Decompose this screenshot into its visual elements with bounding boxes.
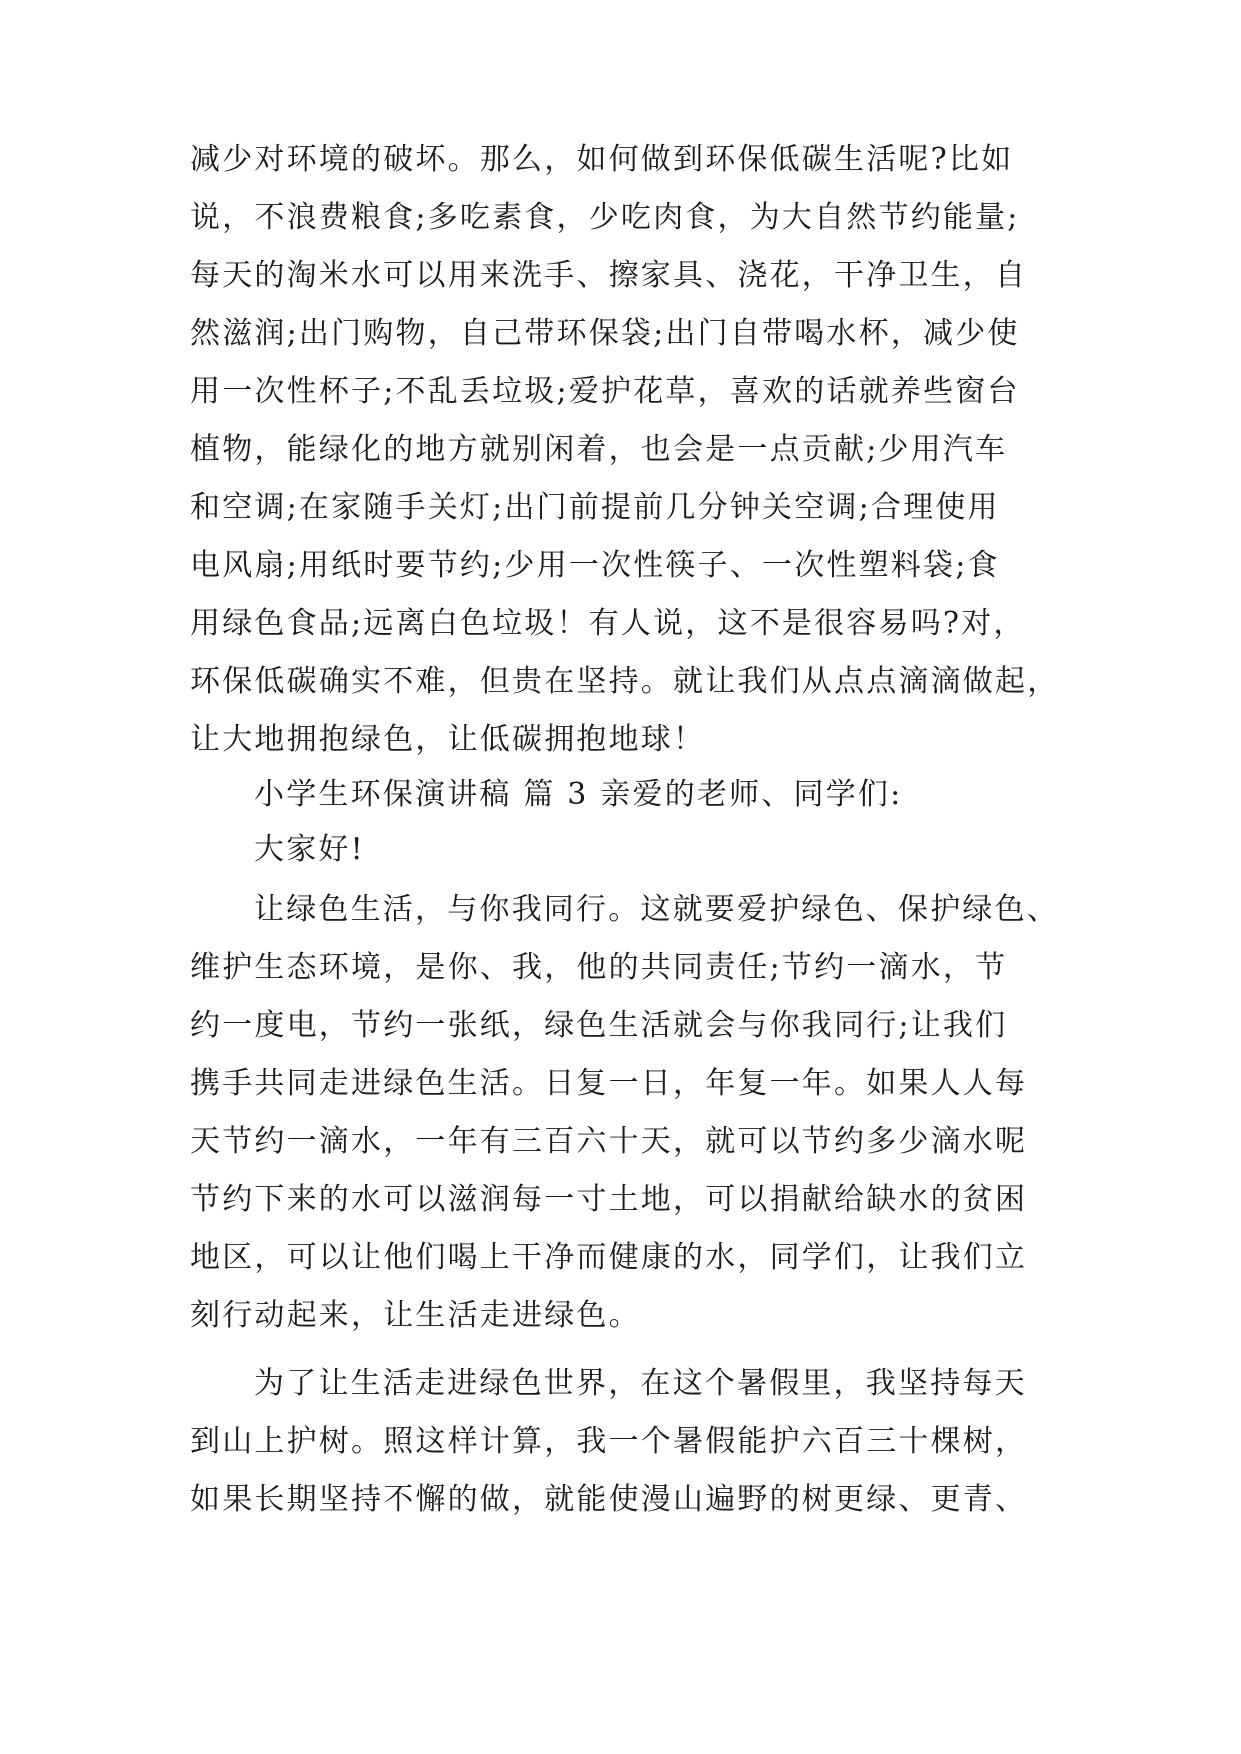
- text-line: 然滋润;出门购物，自己带环保袋;出门自带喝水杯，减少使: [190, 316, 1020, 351]
- text-line: 为了让生活走进绿色世界，在这个暑假里，我坚持每天: [254, 1366, 1027, 1401]
- section-heading: 小学生环保演讲稿 篇 3 亲爱的老师、同学们:: [254, 777, 903, 812]
- text-line: 如果长期坚持不懈的做，就能使漫山遍野的树更绿、更青、: [190, 1482, 1028, 1517]
- text-line: 植物，能绿化的地方就别闲着，也会是一点贡献;少用汽车: [190, 432, 1008, 467]
- text-line: 和空调;在家随手关灯;出门前提前几分钟关空调;合理使用: [190, 490, 1000, 525]
- text-line: 用绿色食品;远离白色垃圾！有人说，这不是很容易吗?对，: [190, 606, 1026, 641]
- text-line: 用一次性杯子;不乱丢垃圾;爱护花草，喜欢的话就养些窗台: [190, 374, 1020, 409]
- text-line: 携手共同走进绿色生活。日复一日，年复一年。如果人人每: [190, 1066, 1028, 1101]
- text-line: 减少对环境的破坏。那么，如何做到环保低碳生活呢?比如: [190, 142, 1014, 177]
- text-line: 维护生态环境，是你、我，他的共同责任;节约一滴水，节: [190, 950, 1008, 985]
- text-line: 地区，可以让他们喝上干净而健康的水，同学们，让我们立: [190, 1240, 1028, 1275]
- text-line: 刻行动起来，让生活走进绿色。: [190, 1298, 641, 1333]
- text-line: 让大地拥抱绿色，让低碳拥抱地球！: [190, 722, 706, 757]
- text-line: 环保低碳确实不难，但贵在坚持。就让我们从点点滴滴做起，: [190, 664, 1060, 699]
- text-line: 说，不浪费粮食;多吃素食，少吃肉食，为大自然节约能量;: [190, 200, 1020, 235]
- greeting-line: 大家好!: [254, 832, 365, 867]
- text-line: 节约下来的水可以滋润每一寸土地，可以捐献给缺水的贫困: [190, 1182, 1028, 1217]
- text-line: 到山上护树。照这样计算，我一个暑假能护六百三十棵树，: [190, 1424, 1028, 1459]
- text-line: 天节约一滴水，一年有三百六十天，就可以节约多少滴水呢: [190, 1124, 1028, 1159]
- text-line: 电风扇;用纸时要节约;少用一次性筷子、一次性塑料袋;食: [190, 548, 1000, 583]
- text-line: 每天的淘米水可以用来洗手、擦家具、浇花，干净卫生，自: [190, 258, 1028, 293]
- text-line: 让绿色生活，与你我同行。这就要爱护绿色、保护绿色、: [254, 892, 1059, 927]
- text-line: 约一度电，节约一张纸，绿色生活就会与你我同行;让我们: [190, 1008, 1008, 1043]
